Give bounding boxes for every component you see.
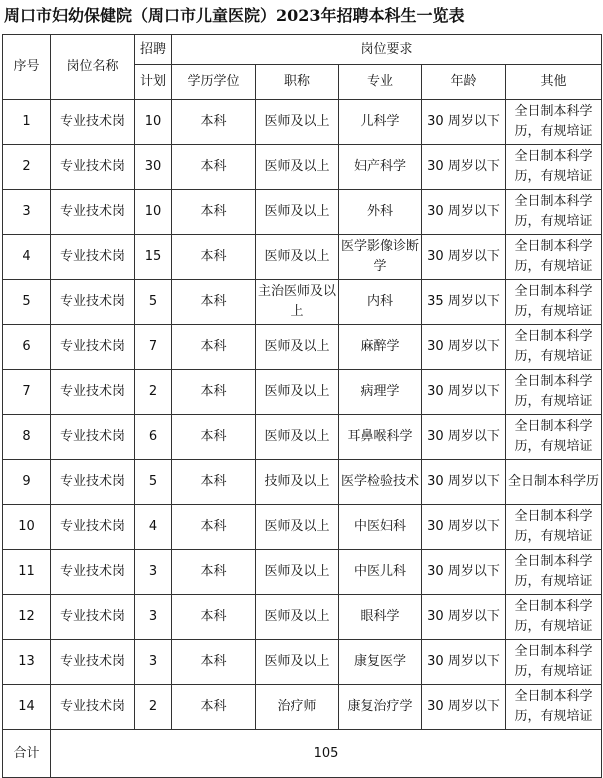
cell-education-text: 本科 xyxy=(200,294,227,309)
cell-position-text: 专业技术岗 xyxy=(59,339,125,354)
table-row xyxy=(3,595,602,640)
cell-other-text: 全日制本科学历，有规培证 xyxy=(514,149,593,184)
cell-major xyxy=(339,235,422,280)
cell-other-text: 全日制本科学历，有规培证 xyxy=(514,599,593,634)
cell-position-text: 专业技术岗 xyxy=(59,654,125,669)
cell-title-text: 医师及以上 xyxy=(264,654,330,669)
cell-plan-text: 5 xyxy=(148,294,158,309)
cell-other xyxy=(506,415,602,460)
cell-seq xyxy=(3,100,51,145)
cell-title xyxy=(256,460,339,505)
cell-age xyxy=(422,280,506,325)
cell-seq-text: 8 xyxy=(22,429,31,444)
table-row xyxy=(3,505,602,550)
cell-title xyxy=(256,325,339,370)
cell-position xyxy=(51,460,135,505)
cell-seq-text: 4 xyxy=(22,249,31,264)
header-row-top xyxy=(3,35,602,65)
cell-seq-text: 7 xyxy=(22,384,31,399)
cell-age xyxy=(422,145,506,190)
cell-other-text: 全日制本科学历，有规培证 xyxy=(514,509,593,544)
cell-other xyxy=(506,100,602,145)
header-title: 职称 xyxy=(256,65,339,100)
cell-seq xyxy=(3,505,51,550)
cell-title xyxy=(256,595,339,640)
cell-position-text: 专业技术岗 xyxy=(59,114,125,129)
cell-major xyxy=(339,145,422,190)
cell-major-text: 中医妇科 xyxy=(353,519,406,534)
cell-major-text: 病理学 xyxy=(360,384,400,399)
cell-age xyxy=(422,685,506,730)
cell-position-text: 专业技术岗 xyxy=(59,429,125,444)
cell-seq xyxy=(3,460,51,505)
cell-age xyxy=(422,460,506,505)
cell-other-text: 全日制本科学历，有规培证 xyxy=(514,194,593,229)
cell-position-text: 专业技术岗 xyxy=(59,249,125,264)
cell-position-text: 专业技术岗 xyxy=(59,519,125,534)
table-row xyxy=(3,415,602,460)
cell-other-text: 全日制本科学历，有规培证 xyxy=(514,689,593,724)
cell-position xyxy=(51,370,135,415)
cell-other-text: 全日制本科学历，有规培证 xyxy=(514,239,593,274)
cell-seq-text: 6 xyxy=(22,339,31,354)
cell-plan xyxy=(135,100,172,145)
cell-education xyxy=(172,505,256,550)
cell-major-text: 眼科学 xyxy=(360,609,400,624)
cell-seq xyxy=(3,280,51,325)
cell-education-text: 本科 xyxy=(200,339,227,354)
cell-education xyxy=(172,325,256,370)
cell-major-text: 医学影像诊断学 xyxy=(341,239,420,274)
cell-education-text: 本科 xyxy=(200,429,227,444)
cell-other xyxy=(506,280,602,325)
cell-position xyxy=(51,595,135,640)
cell-major xyxy=(339,595,422,640)
cell-major-text: 医学检验技术 xyxy=(341,474,420,489)
cell-title xyxy=(256,100,339,145)
cell-other-text: 全日制本科学历，有规培证 xyxy=(514,374,593,409)
cell-education xyxy=(172,685,256,730)
cell-title-text: 医师及以上 xyxy=(264,114,330,129)
cell-position-text: 专业技术岗 xyxy=(59,384,125,399)
cell-title xyxy=(256,280,339,325)
cell-major-text: 外科 xyxy=(366,204,393,219)
cell-major-text: 妇产科学 xyxy=(353,159,406,174)
cell-major xyxy=(339,460,422,505)
header-education: 学历学位 xyxy=(172,65,256,100)
cell-plan-text: 3 xyxy=(148,609,158,624)
cell-education-text: 本科 xyxy=(200,384,227,399)
cell-plan xyxy=(135,685,172,730)
cell-age-text: 30 周岁以下 xyxy=(427,564,500,579)
cell-other-text: 全日制本科学历，有规培证 xyxy=(514,419,593,454)
cell-major-text: 耳鼻喉科学 xyxy=(347,429,413,444)
cell-education-text: 本科 xyxy=(200,249,227,264)
cell-seq-text: 12 xyxy=(18,609,35,624)
cell-other xyxy=(506,145,602,190)
cell-age-text: 30 周岁以下 xyxy=(427,204,500,219)
cell-education xyxy=(172,415,256,460)
cell-age-text: 30 周岁以下 xyxy=(427,249,500,264)
cell-position xyxy=(51,190,135,235)
cell-seq-text: 13 xyxy=(18,654,35,669)
cell-seq xyxy=(3,550,51,595)
cell-plan-text: 10 xyxy=(144,204,162,219)
cell-age xyxy=(422,325,506,370)
cell-major xyxy=(339,100,422,145)
cell-other xyxy=(506,235,602,280)
cell-seq xyxy=(3,190,51,235)
cell-title xyxy=(256,685,339,730)
cell-title xyxy=(256,505,339,550)
cell-age-text: 30 周岁以下 xyxy=(427,474,500,489)
cell-other xyxy=(506,190,602,235)
cell-position xyxy=(51,685,135,730)
table-row xyxy=(3,325,602,370)
cell-other-text: 全日制本科学历，有规培证 xyxy=(514,329,593,364)
cell-age-text: 30 周岁以下 xyxy=(427,384,500,399)
cell-position-text: 专业技术岗 xyxy=(59,474,125,489)
cell-education xyxy=(172,550,256,595)
cell-education-text: 本科 xyxy=(200,204,227,219)
page-title: 周口市妇幼保健院（周口市儿童医院）2023年招聘本科生一览表 xyxy=(4,6,465,25)
cell-title xyxy=(256,190,339,235)
cell-age xyxy=(422,190,506,235)
cell-major-text: 康复医学 xyxy=(353,654,406,669)
cell-major xyxy=(339,415,422,460)
header-age: 年龄 xyxy=(422,65,506,100)
cell-major xyxy=(339,685,422,730)
cell-other-text: 全日制本科学历，有规培证 xyxy=(514,644,593,679)
cell-other-text: 全日制本科学历，有规培证 xyxy=(514,554,593,589)
cell-education-text: 本科 xyxy=(200,474,227,489)
cell-other xyxy=(506,640,602,685)
cell-position xyxy=(51,235,135,280)
cell-title xyxy=(256,640,339,685)
cell-plan-text: 5 xyxy=(148,474,158,489)
cell-plan xyxy=(135,145,172,190)
total-value: 105 xyxy=(51,730,602,778)
header-major: 专业 xyxy=(339,65,422,100)
cell-plan-text: 4 xyxy=(148,519,158,534)
cell-seq-text: 10 xyxy=(18,519,35,534)
cell-plan xyxy=(135,550,172,595)
cell-seq-text: 5 xyxy=(22,294,31,309)
cell-major xyxy=(339,640,422,685)
cell-plan xyxy=(135,505,172,550)
cell-major-text: 中医儿科 xyxy=(353,564,406,579)
cell-major xyxy=(339,550,422,595)
cell-education xyxy=(172,235,256,280)
cell-other xyxy=(506,595,602,640)
cell-position-text: 专业技术岗 xyxy=(59,609,125,624)
recruitment-table xyxy=(2,34,602,778)
cell-plan xyxy=(135,280,172,325)
cell-seq-text: 11 xyxy=(18,564,35,579)
cell-age-text: 30 周岁以下 xyxy=(427,699,500,714)
cell-age xyxy=(422,550,506,595)
cell-position xyxy=(51,280,135,325)
cell-education xyxy=(172,370,256,415)
cell-major xyxy=(339,370,422,415)
cell-plan xyxy=(135,190,172,235)
cell-title-text: 医师及以上 xyxy=(264,159,330,174)
cell-position xyxy=(51,325,135,370)
cell-plan-text: 2 xyxy=(148,384,158,399)
cell-seq xyxy=(3,370,51,415)
table-row xyxy=(3,100,602,145)
cell-plan-text: 10 xyxy=(144,114,162,129)
cell-title-text: 医师及以上 xyxy=(264,339,330,354)
cell-seq xyxy=(3,640,51,685)
cell-other xyxy=(506,460,602,505)
cell-other-text: 全日制本科学历 xyxy=(508,474,600,489)
cell-seq-text: 9 xyxy=(22,474,31,489)
header-seq: 序号 xyxy=(3,35,51,100)
cell-plan xyxy=(135,235,172,280)
cell-education-text: 本科 xyxy=(200,609,227,624)
cell-major-text: 儿科学 xyxy=(360,114,400,129)
cell-position xyxy=(51,640,135,685)
cell-plan xyxy=(135,415,172,460)
cell-education xyxy=(172,145,256,190)
cell-major-text: 内科 xyxy=(366,294,393,309)
cell-seq-text: 14 xyxy=(18,699,35,714)
cell-position-text: 专业技术岗 xyxy=(59,564,125,579)
cell-seq-text: 3 xyxy=(22,204,31,219)
cell-title-text: 医师及以上 xyxy=(264,204,330,219)
cell-other xyxy=(506,370,602,415)
cell-education xyxy=(172,460,256,505)
cell-education xyxy=(172,595,256,640)
cell-seq-text: 1 xyxy=(22,114,31,129)
cell-age-text: 30 周岁以下 xyxy=(427,114,500,129)
cell-plan-text: 7 xyxy=(148,339,158,354)
cell-major xyxy=(339,325,422,370)
total-row xyxy=(3,730,602,778)
cell-title-text: 医师及以上 xyxy=(264,429,330,444)
cell-education-text: 本科 xyxy=(200,699,227,714)
cell-plan-text: 2 xyxy=(148,699,158,714)
cell-plan-text: 3 xyxy=(148,654,158,669)
cell-education-text: 本科 xyxy=(200,159,227,174)
cell-position xyxy=(51,550,135,595)
cell-title-text: 医师及以上 xyxy=(264,609,330,624)
cell-education-text: 本科 xyxy=(200,564,227,579)
cell-education xyxy=(172,190,256,235)
cell-position-text: 专业技术岗 xyxy=(59,699,125,714)
cell-plan xyxy=(135,640,172,685)
cell-age-text: 30 周岁以下 xyxy=(427,429,500,444)
cell-plan-text: 30 xyxy=(144,159,162,174)
cell-other xyxy=(506,325,602,370)
cell-age xyxy=(422,235,506,280)
cell-age xyxy=(422,595,506,640)
cell-position-text: 专业技术岗 xyxy=(59,294,125,309)
cell-age xyxy=(422,100,506,145)
table-row xyxy=(3,685,602,730)
cell-age-text: 30 周岁以下 xyxy=(427,519,500,534)
cell-age xyxy=(422,370,506,415)
cell-seq-text: 2 xyxy=(22,159,31,174)
cell-plan-text: 6 xyxy=(148,429,158,444)
cell-other xyxy=(506,550,602,595)
cell-education-text: 本科 xyxy=(200,654,227,669)
cell-seq xyxy=(3,235,51,280)
cell-plan xyxy=(135,325,172,370)
table-row xyxy=(3,235,602,280)
cell-major xyxy=(339,280,422,325)
cell-title-text: 医师及以上 xyxy=(264,519,330,534)
table-row xyxy=(3,460,602,505)
cell-age xyxy=(422,640,506,685)
cell-title xyxy=(256,415,339,460)
cell-other-text: 全日制本科学历，有规培证 xyxy=(514,284,593,319)
cell-title-text: 治疗师 xyxy=(277,699,317,714)
cell-major-text: 康复治疗学 xyxy=(347,699,413,714)
cell-plan-text: 3 xyxy=(148,564,158,579)
cell-plan xyxy=(135,595,172,640)
table-row xyxy=(3,370,602,415)
cell-education xyxy=(172,640,256,685)
cell-major xyxy=(339,505,422,550)
header-plan-bottom: 计划 xyxy=(135,65,172,100)
cell-title-text: 医师及以上 xyxy=(264,249,330,264)
cell-position xyxy=(51,145,135,190)
total-label: 合计 xyxy=(3,730,51,778)
cell-position xyxy=(51,100,135,145)
cell-education xyxy=(172,100,256,145)
cell-title xyxy=(256,370,339,415)
cell-age-text: 30 周岁以下 xyxy=(427,654,500,669)
cell-position xyxy=(51,505,135,550)
cell-seq xyxy=(3,145,51,190)
cell-major-text: 麻醉学 xyxy=(360,339,400,354)
cell-age xyxy=(422,505,506,550)
header-requirements: 岗位要求 xyxy=(172,35,602,65)
header-position: 岗位名称 xyxy=(51,35,135,100)
header-other: 其他 xyxy=(506,65,602,100)
cell-age-text: 30 周岁以下 xyxy=(427,609,500,624)
cell-title-text: 医师及以上 xyxy=(264,384,330,399)
cell-other xyxy=(506,505,602,550)
cell-seq xyxy=(3,595,51,640)
table-row xyxy=(3,640,602,685)
cell-seq xyxy=(3,325,51,370)
cell-age-text: 30 周岁以下 xyxy=(427,159,500,174)
cell-position xyxy=(51,415,135,460)
cell-plan xyxy=(135,460,172,505)
table-row xyxy=(3,550,602,595)
cell-seq xyxy=(3,415,51,460)
cell-title xyxy=(256,550,339,595)
cell-title-text: 医师及以上 xyxy=(264,564,330,579)
cell-plan xyxy=(135,370,172,415)
cell-education xyxy=(172,280,256,325)
cell-education-text: 本科 xyxy=(200,114,227,129)
table-row xyxy=(3,280,602,325)
table-row xyxy=(3,145,602,190)
cell-age-text: 30 周岁以下 xyxy=(427,339,500,354)
cell-age xyxy=(422,415,506,460)
cell-position-text: 专业技术岗 xyxy=(59,159,125,174)
cell-seq xyxy=(3,685,51,730)
cell-major xyxy=(339,190,422,235)
cell-position-text: 专业技术岗 xyxy=(59,204,125,219)
cell-other xyxy=(506,685,602,730)
cell-other-text: 全日制本科学历，有规培证 xyxy=(514,104,593,139)
header-plan-top: 招聘 xyxy=(135,35,172,65)
table-row xyxy=(3,190,602,235)
cell-education-text: 本科 xyxy=(200,519,227,534)
cell-plan-text: 15 xyxy=(144,249,162,264)
cell-title-text: 技师及以上 xyxy=(264,474,330,489)
cell-title-text: 主治医师及以上 xyxy=(258,284,337,319)
cell-title xyxy=(256,235,339,280)
cell-age-text: 35 周岁以下 xyxy=(427,294,500,309)
cell-title xyxy=(256,145,339,190)
